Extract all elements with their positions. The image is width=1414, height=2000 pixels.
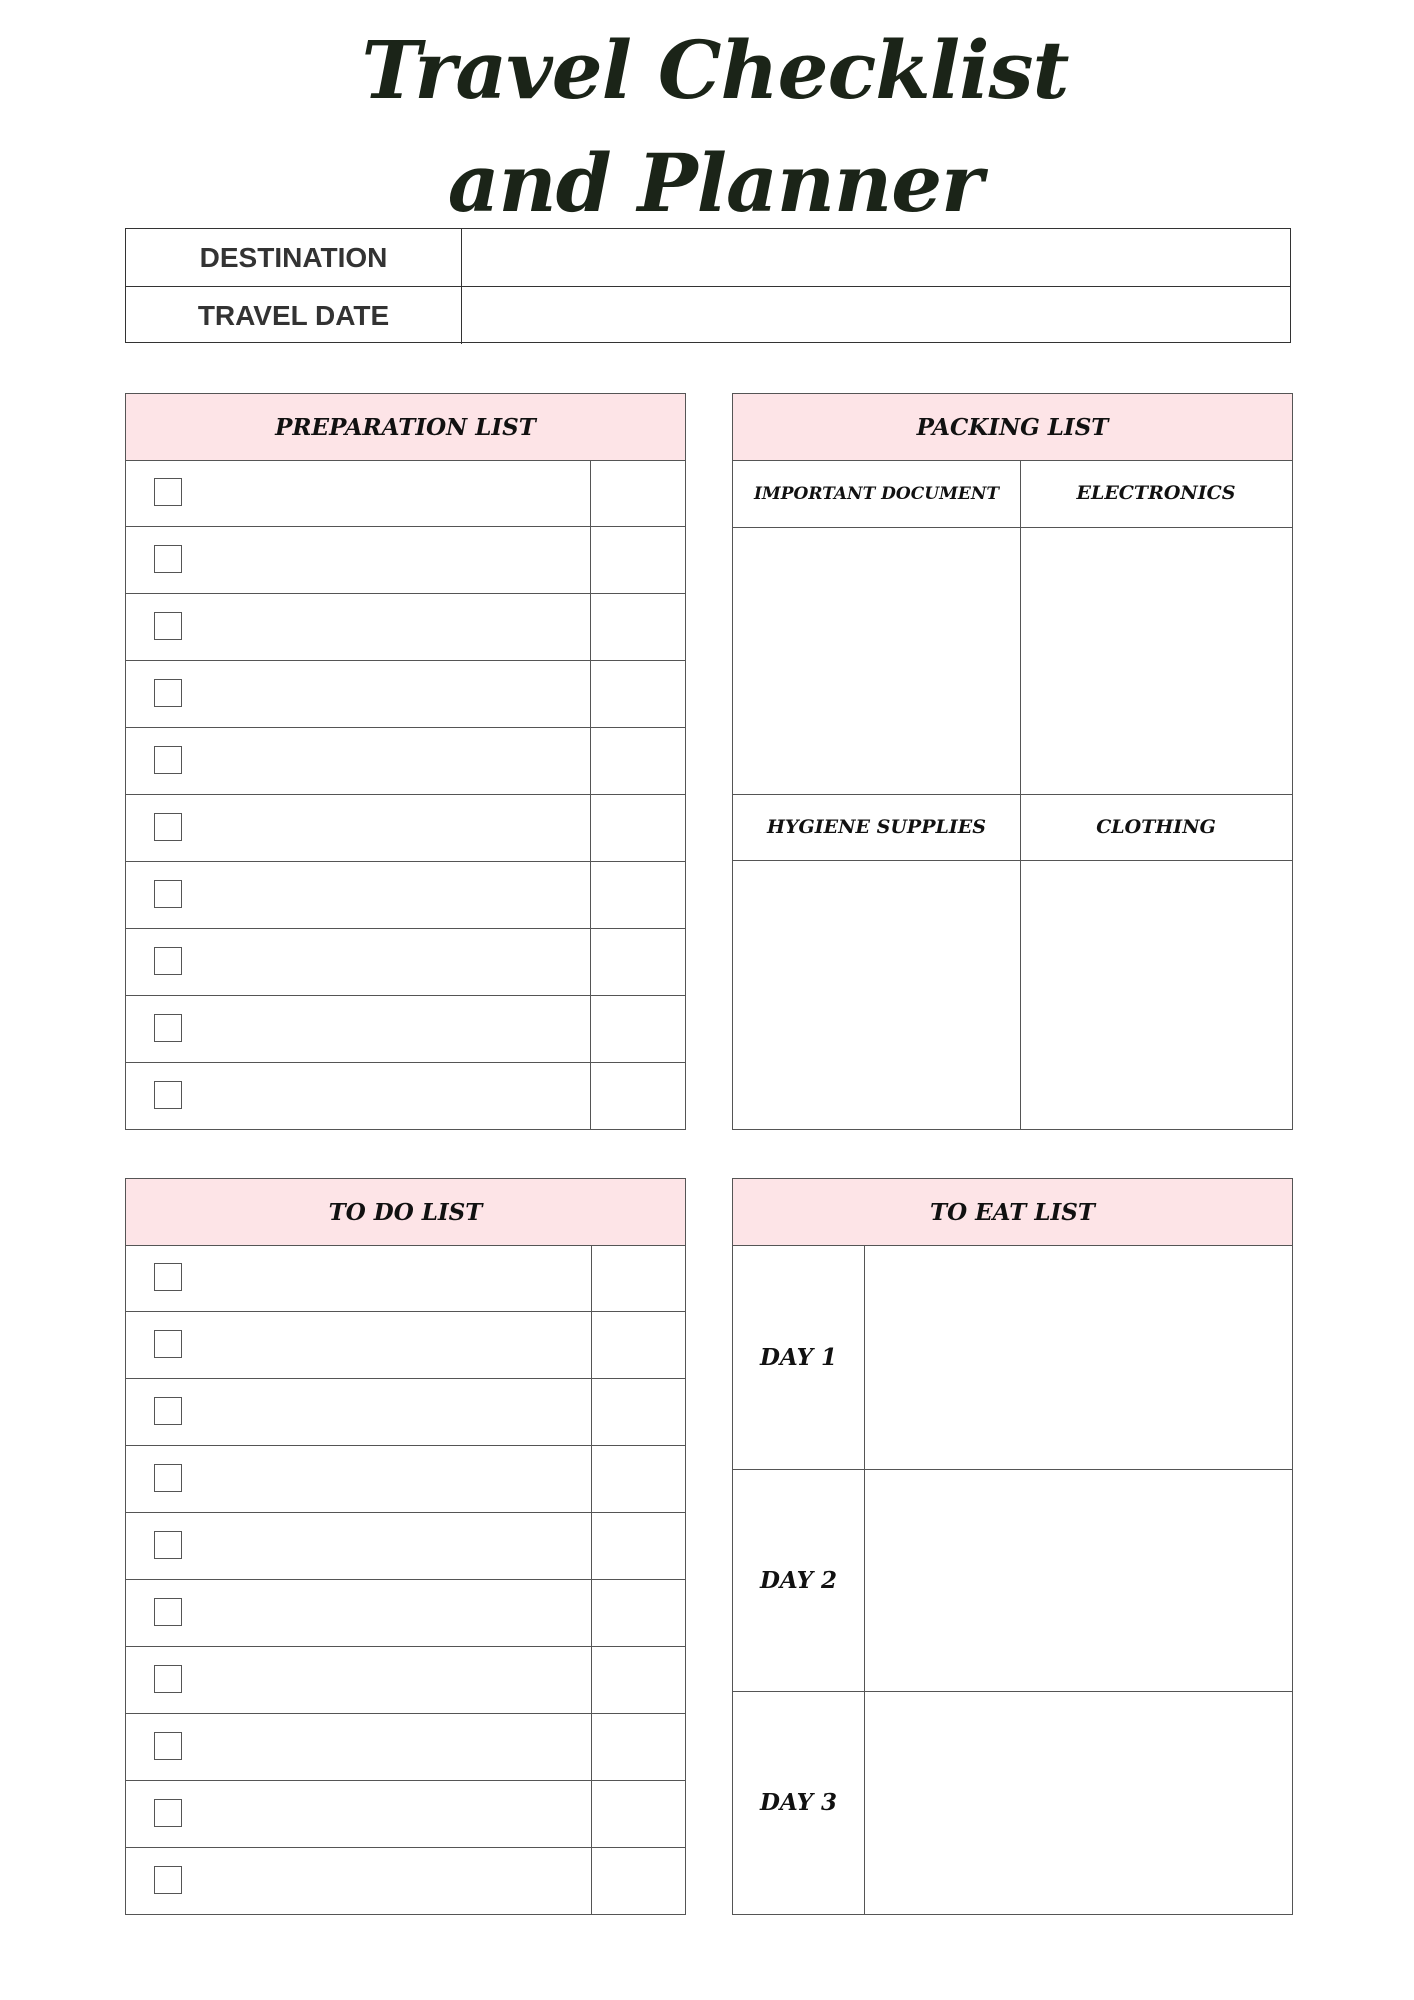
preparation-list-row[interactable] — [126, 1063, 685, 1130]
important-document-area[interactable] — [733, 528, 1020, 788]
to-do-list-row[interactable] — [126, 1245, 685, 1312]
to-do-list-column-divider — [591, 1245, 592, 1914]
to-do-list-row[interactable] — [126, 1848, 685, 1915]
packing-list-panel — [732, 393, 1293, 1130]
preparation-list-title: PREPARATION LIST — [126, 394, 685, 461]
hygiene-supplies-header: HYGIENE SUPPLIES — [767, 816, 986, 838]
electronics-area[interactable] — [1020, 528, 1292, 788]
to-do-list-checkbox[interactable] — [154, 1799, 182, 1827]
to-do-list-panel — [125, 1178, 686, 1915]
to-do-list-checkbox[interactable] — [154, 1598, 182, 1626]
to-eat-list-title: TO EAT LIST — [733, 1179, 1292, 1246]
important-document-header: IMPORTANT DOCUMENT — [753, 483, 1000, 504]
day-2-label: DAY 2 — [759, 1566, 838, 1594]
to-do-list-checkbox[interactable] — [154, 1464, 182, 1492]
to-do-list-checkbox[interactable] — [154, 1263, 182, 1291]
to-do-list-row[interactable] — [126, 1513, 685, 1580]
preparation-list-checkbox[interactable] — [154, 1081, 182, 1109]
to-eat-list-panel — [732, 1178, 1293, 1915]
day-2-area[interactable] — [864, 1469, 1292, 1691]
hygiene-supplies-area[interactable] — [733, 861, 1020, 1129]
preparation-list-row[interactable] — [126, 594, 685, 661]
preparation-list-row[interactable] — [126, 728, 685, 795]
travel-date-label: TRAVEL DATE — [126, 287, 462, 344]
preparation-list-row[interactable] — [126, 460, 685, 527]
to-do-list-row[interactable] — [126, 1647, 685, 1714]
packing-column-divider — [1020, 460, 1021, 1129]
to-do-list-checkbox[interactable] — [154, 1665, 182, 1693]
preparation-list-row[interactable] — [126, 795, 685, 862]
travel-date-field[interactable] — [461, 287, 1290, 344]
to-do-list-row[interactable] — [126, 1580, 685, 1647]
preparation-list-checkbox[interactable] — [154, 1014, 182, 1042]
preparation-list-checkbox[interactable] — [154, 880, 182, 908]
travel-date-row — [126, 286, 1290, 344]
to-do-list-checkbox[interactable] — [154, 1732, 182, 1760]
to-do-list-row[interactable] — [126, 1379, 685, 1446]
electronics-header: ELECTRONICS — [1076, 482, 1236, 504]
to-do-list-row[interactable] — [126, 1714, 685, 1781]
destination-label: DESTINATION — [126, 229, 462, 286]
preparation-list-checkbox[interactable] — [154, 679, 182, 707]
preparation-list-row[interactable] — [126, 661, 685, 728]
day-1-label: DAY 1 — [759, 1343, 838, 1371]
preparation-list-checkbox[interactable] — [154, 813, 182, 841]
to-do-list-row[interactable] — [126, 1312, 685, 1379]
trip-info-table — [125, 228, 1291, 343]
day-3-label: DAY 3 — [759, 1789, 838, 1816]
to-do-list-checkbox[interactable] — [154, 1330, 182, 1358]
preparation-list-row[interactable] — [126, 862, 685, 929]
day-3-area[interactable] — [864, 1691, 1292, 1914]
to-do-list-row[interactable] — [126, 1446, 685, 1513]
preparation-list-checkbox[interactable] — [154, 612, 182, 640]
page-title-line-1: Travel Checklist — [361, 23, 1069, 117]
preparation-list-row[interactable] — [126, 929, 685, 996]
to-do-list-checkbox[interactable] — [154, 1397, 182, 1425]
to-do-list-title: TO DO LIST — [126, 1179, 685, 1246]
preparation-list-row[interactable] — [126, 996, 685, 1063]
destination-row — [126, 229, 1290, 286]
preparation-list-checkbox[interactable] — [154, 545, 182, 573]
preparation-list-panel — [125, 393, 686, 1130]
page-title-line-2: and Planner — [447, 136, 983, 230]
to-do-list-row[interactable] — [126, 1781, 685, 1848]
to-do-list-checkbox[interactable] — [154, 1531, 182, 1559]
preparation-list-row[interactable] — [126, 527, 685, 594]
day-1-area[interactable] — [864, 1245, 1292, 1469]
preparation-list-column-divider — [590, 460, 591, 1129]
preparation-list-checkbox[interactable] — [154, 746, 182, 774]
preparation-list-checkbox[interactable] — [154, 947, 182, 975]
clothing-area[interactable] — [1020, 861, 1292, 1129]
destination-field[interactable] — [461, 229, 1290, 286]
to-do-list-checkbox[interactable] — [154, 1866, 182, 1894]
clothing-header: CLOTHING — [1096, 816, 1216, 838]
packing-list-title: PACKING LIST — [733, 394, 1292, 461]
preparation-list-checkbox[interactable] — [154, 478, 182, 506]
